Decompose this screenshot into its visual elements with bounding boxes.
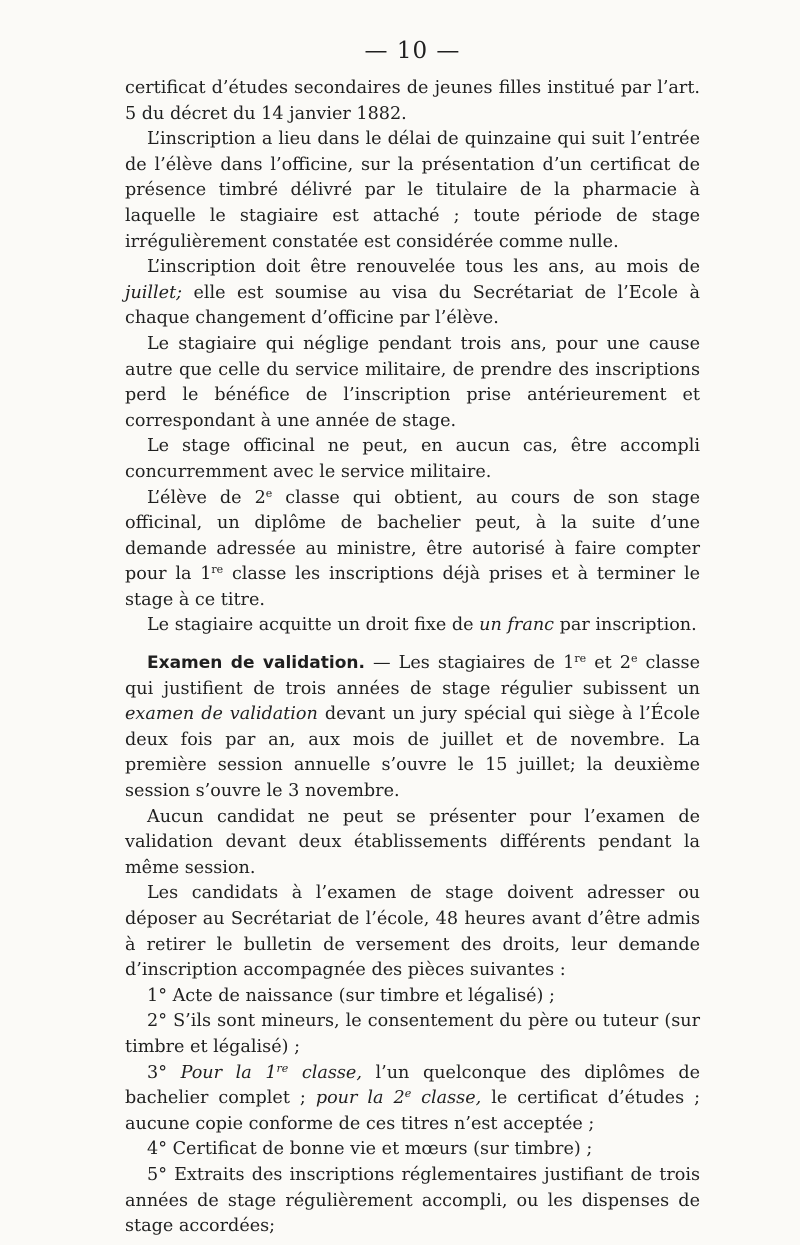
emphasis: un franc [479, 615, 555, 636]
text-run: — Les stagiaires de 1 [364, 653, 575, 674]
text-run: classe, [411, 1088, 482, 1109]
emphasis: juillet; [125, 282, 183, 303]
text-run: pour la 2 [315, 1088, 405, 1109]
text-run: classe qui justifient de trois années de stage régulier subissent un [125, 653, 700, 699]
text-run: elle est soumise au visa du Secrétariat de l’Ecole à chaque changement d’officine par l’élève. [125, 282, 700, 329]
text-run: 3° [147, 1062, 181, 1083]
paragraph-5: Le stage officinal ne peut, en aucun cas, être accompli concurremment avec le service militaire. [125, 436, 700, 482]
list-item-5: 5° Extraits des inscriptions réglementaires justifiant de trois années de stage régulièrement accompli, ou les dispenses de stage accordées; [125, 1164, 700, 1237]
section-title: Examen de validation. [147, 653, 365, 674]
paragraph-7 [125, 613, 700, 639]
list-item-2: 2° S’ils sont mineurs, le consentement du père ou tuteur (sur timbre et légalisé) ; [125, 1011, 700, 1057]
emphasis: examen de validation [125, 704, 318, 725]
paragraph-4: Le stagiaire qui néglige pendant trois ans, pour une cause autre que celle du service militaire, de prendre des inscriptions perd le bénéfice de l’inscription prise antérieurement et correspondant à une année de stage. [125, 333, 700, 431]
page-number: — 10 — [364, 38, 461, 64]
emphasis [181, 1063, 362, 1083]
text-run: par inscription. [554, 615, 697, 636]
superscript: e [404, 1087, 412, 1101]
text-run: Le stagiaire acquitte un droit fixe de [147, 615, 480, 636]
superscript: e [265, 486, 273, 500]
text-run: et 2 [586, 653, 631, 674]
paragraph-1: certificat d’études secondaires de jeunes filles institué par l’art. 5 du décret du 14 janvier 1882. [125, 78, 700, 124]
text-run: L’élève de 2 [147, 487, 266, 508]
list-item-3 [125, 1061, 700, 1138]
list-item-1: 1° Acte de naissance (sur timbre et légalisé) ; [147, 985, 555, 1006]
paragraph-3 [125, 255, 700, 332]
paragraph-10: Les candidats à l’examen de stage doivent adresser ou déposer au Secrétariat de l’école, 48 heures avant d’être admis à retirer le bulletin de versement des droits, leur demande d’inscription accompagnée des pièces suivantes : [125, 883, 700, 981]
text-run: le certificat d’études ; aucune copie conforme de ces titres n’est acceptée ; [125, 1088, 701, 1134]
superscript: re [574, 652, 587, 666]
superscript: re [211, 563, 224, 577]
superscript: re [276, 1061, 289, 1075]
paragraph-6 [125, 486, 700, 614]
superscript: e [630, 652, 638, 666]
text-run: devant un jury spécial qui siège à l’École deux fois par an, aux mois de juillet et de novembre. La première session annuelle s’ouvre le 15 juillet; la deuxième session s’ouvre le 3 novembre. [125, 704, 701, 802]
text-run: L’inscription doit être renouvelée tous les ans, au mois de [147, 257, 700, 278]
paragraph-9: Aucun candidat ne peut se présenter pour l’examen de validation devant deux établissements différents pendant la même session. [125, 806, 700, 878]
text-run: Pour la 1 [180, 1062, 277, 1083]
text-run: classe, [288, 1062, 362, 1083]
paragraph-2: L’inscription a lieu dans le délai de quinzaine qui suit l’entrée de l’élève dans l’officine, sur la présentation d’un certificat de présence timbré délivré par le titulaire de la pharmacie à laquelle le stagiaire est attaché ; toute période de stage irrégulièrement constatée est considérée comme nulle. [125, 129, 700, 252]
list-item-4: 4° Certificat de bonne vie et mœurs (sur timbre) ; [147, 1139, 593, 1160]
text-run: l’un quelconque des diplômes de bachelier complet ; [125, 1062, 700, 1109]
body-text [125, 76, 700, 1240]
paragraph-8 [125, 651, 700, 805]
text-run: classe les inscriptions déjà prises et à terminer le stage à ce titre. [125, 564, 701, 610]
text-run: classe qui obtient, au cours de son stage officinal, un diplôme de bachelier peut, à la suite d’une demande adressée au ministre, être autorisé à faire compter pour la 1 [125, 487, 700, 585]
emphasis [316, 1088, 481, 1108]
